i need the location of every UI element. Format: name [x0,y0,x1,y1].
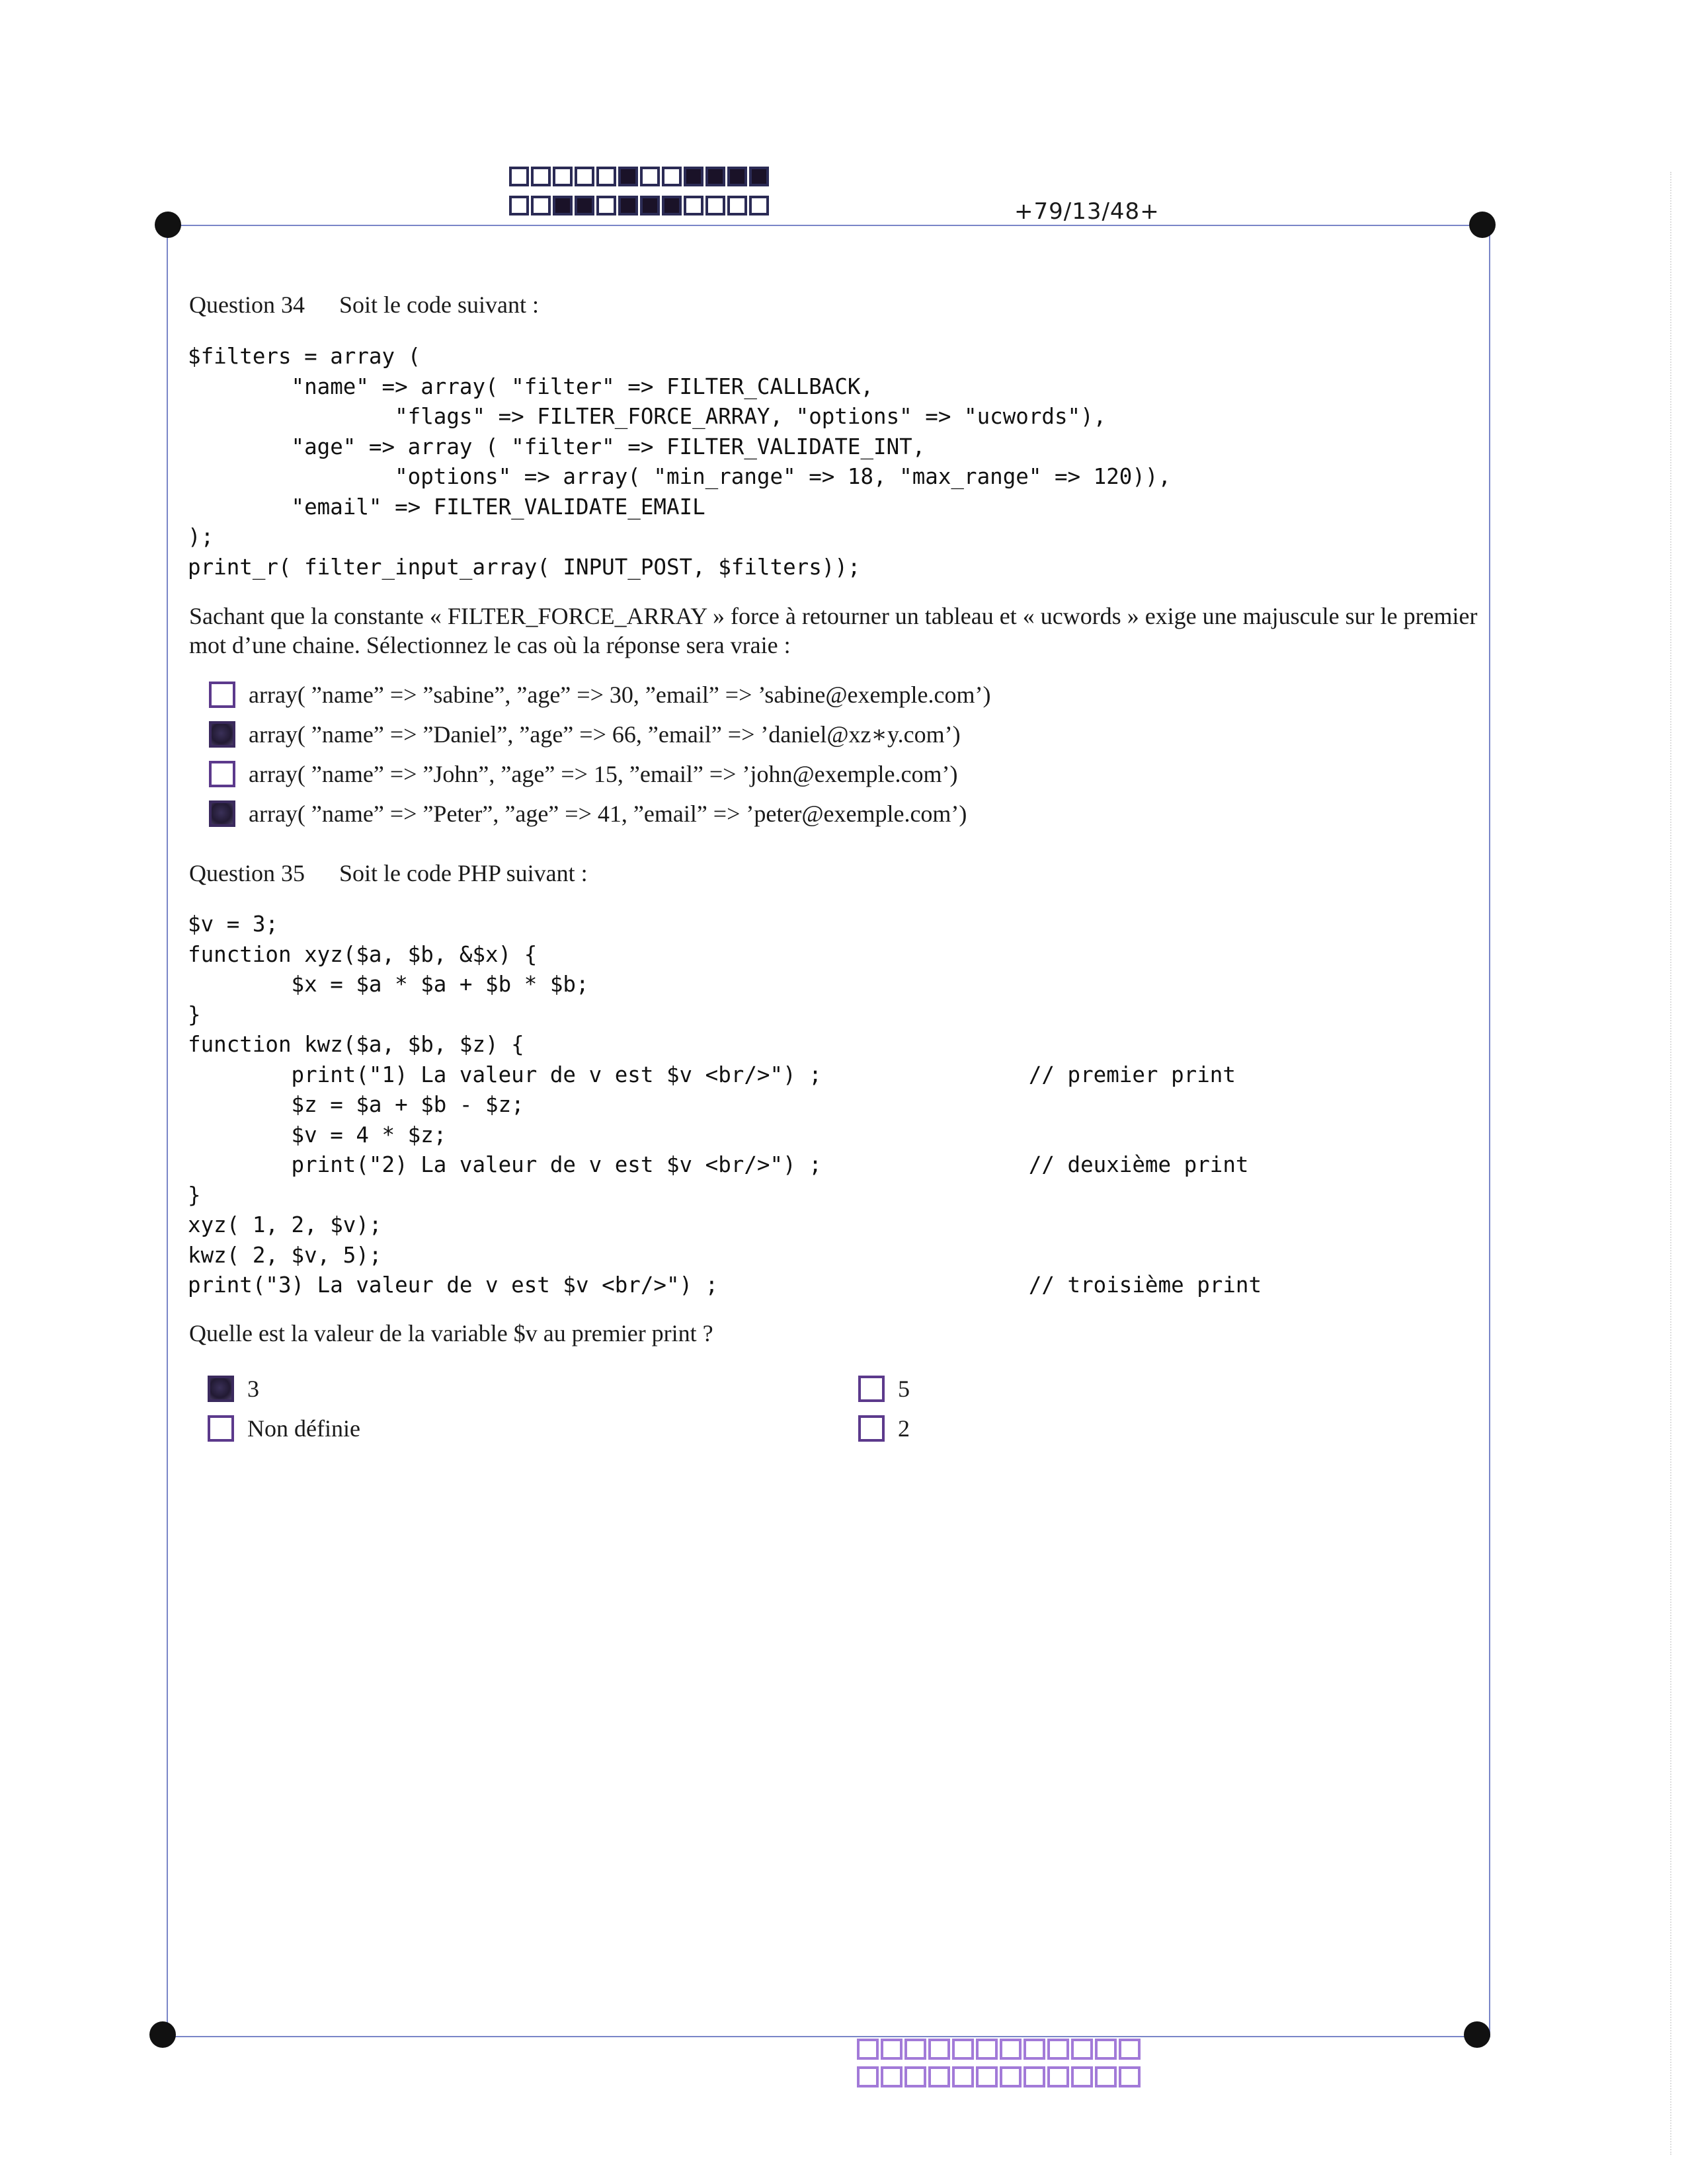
code-cell [727,196,747,215]
code-cell [881,2066,903,2087]
code-cell [618,196,638,215]
question-intro: Soit le code suivant : [339,292,539,318]
code-cell [618,167,638,186]
checkbox[interactable] [209,800,235,827]
answer-choice[interactable] [208,1415,360,1442]
code-block-q35: $v = 3; function xyz($a, $b, &$x) { $x = $a * $a + $b * $b; } function kwz($a, $b, $z) { print("1) La valeur de v est $v <br/>") ; // premier print $z = $a + $b - $z; $v = 4 * $z; print("2) La valeur de v est $v <br/>") ; // deuxième print } xyz( 1, 2, $v); kwz( 2, $v, 5); print("3) La valeur de v est $v <br/>") ; // troisième print [188,912,1262,1298]
scan-edge [1670,172,1673,2155]
code-cell [1095,2066,1117,2087]
bottom-code-row-2 [857,2066,1143,2087]
choice-label: array( ”name” => ”John”, ”age” => 15, ”email” => ’john@exemple.com’) [249,761,958,787]
code-cell [1095,2039,1117,2060]
registration-mark-bottom-right [1464,2021,1490,2048]
code-cell [1047,2066,1069,2087]
code-cell [1119,2039,1141,2060]
code-cell [1000,2066,1022,2087]
choice-label: 2 [898,1415,910,1442]
registration-mark-top-left [155,212,181,238]
code-cell [857,2066,879,2087]
choice-label: 3 [247,1376,259,1402]
code-cell [1024,2039,1045,2060]
choice-label: array( ”name” => ”Daniel”, ”age” => 66, ”email” => ’daniel@xz∗y.com’) [249,721,961,748]
code-cell [640,167,660,186]
checkbox[interactable] [858,1415,885,1442]
question-label: Question 35 [189,860,305,886]
question-intro: Soit le code PHP suivant : [339,860,588,886]
code-cell [928,2066,950,2087]
code-cell [1024,2066,1045,2087]
code-cell [640,196,660,215]
code-cell [596,196,616,215]
top-code-row-1 [509,167,771,186]
answer-choice[interactable] [209,760,958,788]
checkbox[interactable] [208,1415,234,1442]
answer-choice[interactable] [209,721,961,748]
code-cell [509,167,529,186]
code-cell [684,196,703,215]
question-label: Question 34 [189,292,305,318]
question-34-header [189,291,539,319]
answer-choice[interactable] [858,1415,910,1442]
bottom-code-row-1 [857,2039,1143,2060]
code-block-q34: $filters = array ( "name" => array( "filter" => FILTER_CALLBACK, "flags" => FILTER_FORCE_ARRAY, "options" => "ucwords"), "age" => array ( "filter" => FILTER_VALIDATE_INT, "options" => array( "min_range" => 18, "max_range" => 120)), "email" => FILTER_VALIDATE_EMAIL ); print_r( filter_input_array( INPUT_POST, $filters)); [188,344,1172,580]
code-cell [749,167,769,186]
choice-label: 5 [898,1376,910,1402]
question-35-header [189,859,588,887]
code-cell [531,196,551,215]
registration-mark-top-right [1469,212,1496,238]
code-cell [976,2066,998,2087]
code-cell [684,167,703,186]
code-cell [904,2066,926,2087]
checkbox[interactable] [208,1376,234,1402]
code-cell [596,167,616,186]
code-cell [857,2039,879,2060]
code-cell [1047,2039,1069,2060]
checkbox[interactable] [209,761,235,787]
answer-choice[interactable] [209,800,967,828]
code-cell [662,196,682,215]
question-34-text: Sachant que la constante « FILTER_FORCE_ARRAY » force à retourner un tableau et « ucwords » exige une majuscule sur le premier mot d’une chaine. Sélectionnez le cas où la réponse sera vraie : [189,603,1478,658]
code-cell [575,196,594,215]
checkbox[interactable] [209,721,235,748]
choice-label: Non définie [247,1415,360,1442]
code-cell [531,167,551,186]
code-cell [952,2039,974,2060]
code-cell [881,2039,903,2060]
code-cell [1071,2066,1093,2087]
top-code-row-2 [509,196,771,215]
code-cell [727,167,747,186]
code-cell [1000,2039,1022,2060]
code-cell [904,2039,926,2060]
answer-choice[interactable] [858,1375,910,1403]
choice-label: array( ”name” => ”sabine”, ”age” => 30, ”email” => ’sabine@exemple.com’) [249,682,991,708]
code-cell [553,196,573,215]
code-cell [952,2066,974,2087]
checkbox[interactable] [858,1376,885,1402]
question-35-text: Quelle est la valeur de la variable $v au premier print ? [189,1320,713,1346]
checkbox[interactable] [209,682,235,708]
code-cell [976,2039,998,2060]
code-cell [705,167,725,186]
sheet-id: +79/13/48+ [1014,198,1160,225]
registration-mark-bottom-left [149,2021,176,2048]
code-cell [1119,2066,1141,2087]
answer-choice[interactable] [209,681,990,709]
code-cell [662,167,682,186]
code-cell [749,196,769,215]
code-cell [575,167,594,186]
choice-label: array( ”name” => ”Peter”, ”age” => 41, ”email” => ’peter@exemple.com’) [249,800,967,827]
code-cell [705,196,725,215]
code-cell [509,196,529,215]
code-cell [1071,2039,1093,2060]
answer-choice[interactable] [208,1375,259,1403]
code-cell [553,167,573,186]
code-cell [928,2039,950,2060]
